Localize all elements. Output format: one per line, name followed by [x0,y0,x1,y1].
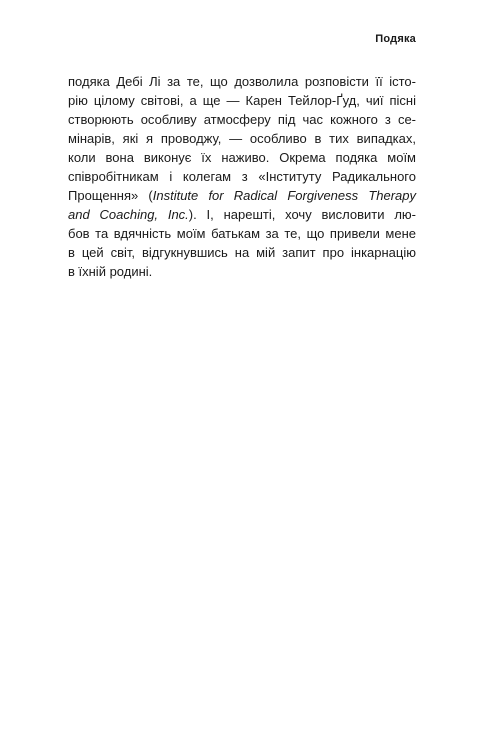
text-line-last: в їхній родині. [68,264,153,279]
text-run: Прощення» ( [68,188,153,203]
text-line: створюють особливу атмосферу під час кожного з се- [68,112,416,127]
text-line: співробітникам і колегам з «Інституту Радикального [68,169,416,184]
text-line: подяка Дебі Лі за те, що дозволила розповісти її істо- [68,74,416,89]
text-line: мінарів, які я проводжу, — особливо в тих випадках, [68,131,416,146]
institute-name-italic: Institute for Radical Forgiveness Therapy [152,188,417,203]
text-line: коли вона виконує їх наживо. Окрема подяка моїм [68,150,416,165]
text-run: ). І, нарешті, хочу висловити лю- [188,207,416,222]
text-line: бов та вдячність моїм батькам за те, що привели мене [68,226,416,241]
running-head: Подяка [375,33,416,45]
body-paragraph [68,72,416,281]
text-line: рію цілому світові, а ще — Карен Тейлор-Ґуд, чиї пісні [68,93,416,108]
text-line [68,186,416,205]
text-line [68,205,416,224]
text-line: в цей світ, відгукнувшись на мій запит про інкарнацію [68,245,416,260]
institute-name-italic-cont: and Coaching, Inc. [68,207,189,222]
